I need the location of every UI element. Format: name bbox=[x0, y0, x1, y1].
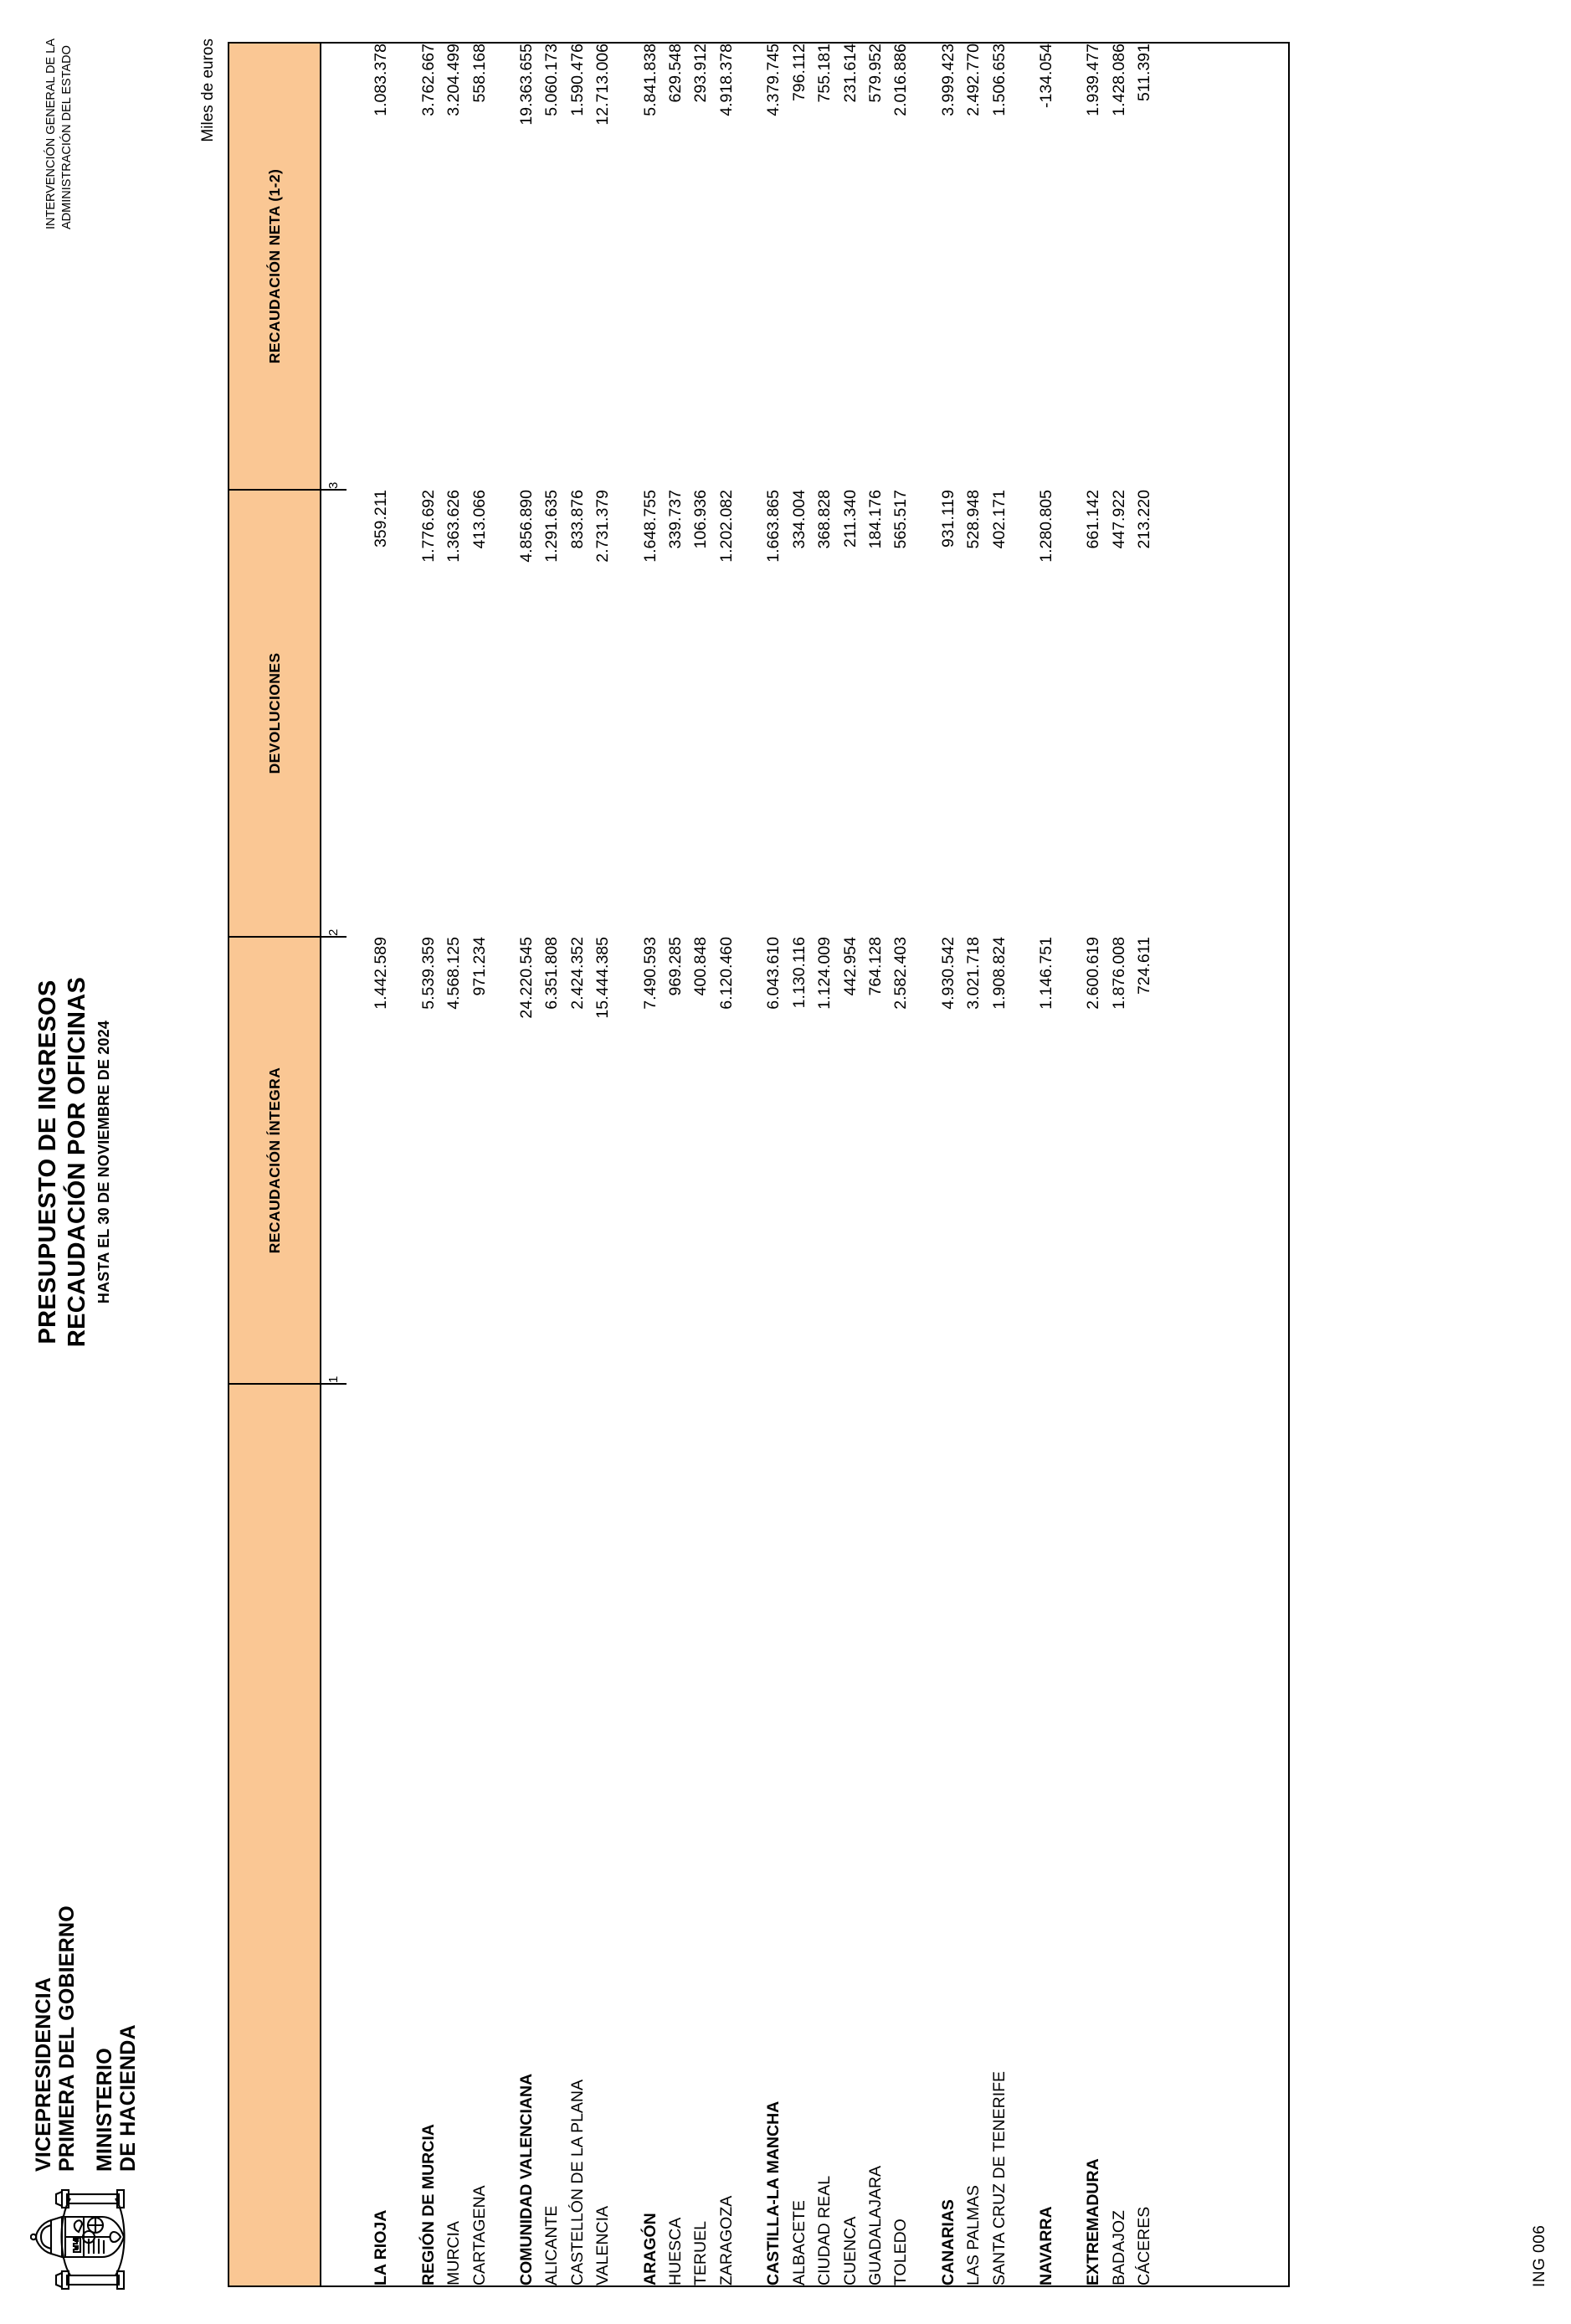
igae-line-1: INTERVENCIÓN GENERAL DE LA bbox=[44, 39, 58, 230]
row-label-office: LAS PALMAS bbox=[961, 1384, 986, 2286]
row-label-office: VALENCIA bbox=[590, 1384, 615, 2286]
cell-devoluciones: 1.776.692 bbox=[418, 490, 438, 563]
row-label-group: COMUNIDAD VALENCIANA bbox=[514, 1384, 539, 2286]
filler-cell bbox=[1245, 490, 1266, 937]
table-spacer-row bbox=[1012, 43, 1034, 2286]
spacer-num-cell bbox=[1059, 490, 1081, 937]
row-label-office: ZARAGOZA bbox=[714, 1384, 739, 2286]
spacer-label-cell bbox=[1012, 1384, 1034, 2286]
table-row bbox=[514, 43, 539, 2286]
cell-recaudacion-neta: 2.016.886 bbox=[888, 43, 913, 490]
row-label-office: TOLEDO bbox=[888, 1384, 913, 2286]
cell-recaudacion-neta: 1.083.378 bbox=[368, 43, 393, 490]
cell-recaudacion-integra: 1.442.589 bbox=[372, 937, 391, 1010]
spacer-num-cell bbox=[1012, 43, 1034, 490]
table-row bbox=[638, 43, 663, 2286]
title-recaudacion-oficinas: RECAUDACIÓN POR OFICINAS bbox=[63, 976, 90, 1348]
table-row bbox=[888, 43, 913, 2286]
spacer-num-cell bbox=[914, 937, 936, 1384]
cell-recaudacion-integra: 724.611 bbox=[1135, 937, 1154, 995]
spacer-num-cell bbox=[394, 43, 416, 490]
cell-devoluciones: 1.291.635 bbox=[542, 490, 562, 563]
filler-cell bbox=[1223, 937, 1245, 1384]
table-row bbox=[1081, 43, 1106, 2286]
cell-recaudacion-integra: 5.539.359 bbox=[418, 937, 438, 1010]
cell-recaudacion-integra: 7.490.593 bbox=[640, 937, 660, 1010]
spacer-num-cell bbox=[914, 43, 936, 490]
table-spacer-row bbox=[739, 43, 761, 2286]
table-row bbox=[787, 43, 812, 2286]
cell-recaudacion-neta: 19.363.655 bbox=[514, 43, 539, 490]
column-ref-1: 1 bbox=[321, 937, 347, 1384]
cell-devoluciones: 833.876 bbox=[567, 490, 587, 549]
row-label-group: NAVARRA bbox=[1034, 1384, 1059, 2286]
table-row bbox=[936, 43, 961, 2286]
cell-recaudacion-neta: 796.112 bbox=[787, 43, 812, 490]
cell-recaudacion-integra: 2.582.403 bbox=[891, 937, 911, 1010]
spacer-num-cell bbox=[616, 937, 638, 1384]
table-row bbox=[838, 43, 863, 2286]
igae-line-2: ADMINISTRACIÓN DEL ESTADO bbox=[59, 45, 74, 230]
filler-cell bbox=[1266, 937, 1289, 1384]
row-label-group: ARAGÓN bbox=[638, 1384, 663, 2286]
filler-cell bbox=[1223, 43, 1245, 490]
spacer-label-cell bbox=[394, 1384, 416, 2286]
spacer-num-cell bbox=[739, 43, 761, 490]
spacer-label-cell bbox=[616, 1384, 638, 2286]
org-spacer bbox=[79, 1905, 93, 2172]
spanish-coat-of-arms-icon bbox=[30, 2183, 156, 2291]
organisation-block bbox=[32, 1905, 140, 2172]
table-row bbox=[1132, 43, 1157, 2286]
table-row bbox=[987, 43, 1012, 2286]
recaudacion-table bbox=[228, 42, 1290, 2287]
table-filler-row bbox=[1223, 43, 1245, 2286]
spacer-label-cell bbox=[739, 1384, 761, 2286]
row-label-group: CANARIAS bbox=[936, 1384, 961, 2286]
filler-cell bbox=[1158, 1384, 1179, 2286]
column-ref-3: 3 bbox=[321, 43, 347, 490]
row-label-group: CASTILLA-LA MANCHA bbox=[761, 1384, 786, 2286]
cell-devoluciones: 334.004 bbox=[789, 490, 809, 549]
cell-devoluciones: 528.948 bbox=[964, 490, 983, 549]
row-label-office: CASTELLÓN DE LA PLANA bbox=[565, 1384, 590, 2286]
table-row bbox=[565, 43, 590, 2286]
table-bottom-rule bbox=[1289, 43, 1290, 2286]
row-label-group: LA RIOJA bbox=[368, 1384, 393, 2286]
row-label-group: EXTREMADURA bbox=[1081, 1384, 1106, 2286]
cell-recaudacion-neta: 1.506.653 bbox=[987, 43, 1012, 490]
column-ref-blank bbox=[321, 1384, 347, 2286]
filler-cell bbox=[1158, 490, 1179, 937]
table-filler-row bbox=[1245, 43, 1266, 2286]
cell-recaudacion-integra: 764.128 bbox=[865, 937, 885, 996]
cell-devoluciones: 1.202.082 bbox=[716, 490, 736, 563]
cell-recaudacion-integra: 2.424.352 bbox=[567, 937, 587, 1010]
row-label-office: MURCIA bbox=[441, 1384, 466, 2286]
table-row bbox=[590, 43, 615, 2286]
cell-devoluciones: 4.856.890 bbox=[517, 490, 537, 563]
cell-recaudacion-integra: 3.021.718 bbox=[964, 937, 983, 1010]
bottom-rule-cell bbox=[1289, 937, 1290, 1384]
row-label-office: ALBACETE bbox=[787, 1384, 812, 2286]
cell-recaudacion-integra: 1.876.008 bbox=[1109, 937, 1128, 1010]
row-label-office: GUADALAJARA bbox=[863, 1384, 888, 2286]
cell-recaudacion-neta: 558.168 bbox=[467, 43, 492, 490]
filler-cell bbox=[1179, 937, 1201, 1384]
row-label-office: HUESCA bbox=[663, 1384, 688, 2286]
cell-recaudacion-neta: 1.939.477 bbox=[1081, 43, 1106, 490]
row-label-office: CUENCA bbox=[838, 1384, 863, 2286]
cell-devoluciones: 931.119 bbox=[938, 490, 957, 548]
cell-recaudacion-integra: 24.220.545 bbox=[517, 937, 537, 1019]
spacer-num-cell bbox=[492, 490, 514, 937]
cell-devoluciones: 2.731.379 bbox=[593, 490, 613, 563]
cell-recaudacion-integra: 1.908.824 bbox=[989, 937, 1009, 1010]
cell-devoluciones: 1.363.626 bbox=[444, 490, 464, 563]
table-row bbox=[961, 43, 986, 2286]
cell-recaudacion-integra: 1.130.116 bbox=[789, 937, 809, 1009]
cell-recaudacion-neta: 4.379.745 bbox=[761, 43, 786, 490]
cell-recaudacion-integra: 6.120.460 bbox=[716, 937, 736, 1010]
table-row bbox=[467, 43, 492, 2286]
cell-recaudacion-integra: 1.146.751 bbox=[1036, 937, 1055, 1010]
cell-recaudacion-neta: 3.204.499 bbox=[441, 43, 466, 490]
cell-recaudacion-integra: 969.285 bbox=[666, 937, 685, 996]
table-row bbox=[1106, 43, 1132, 2286]
table-spacer-row bbox=[616, 43, 638, 2286]
footer-document-code: ING 006 bbox=[1531, 2224, 1548, 2287]
column-header-recaudacion-integra: RECAUDACIÓN ÍNTEGRA bbox=[228, 937, 321, 1384]
igae-block bbox=[44, 39, 75, 229]
spacer-label-cell bbox=[492, 1384, 514, 2286]
spacer-num-cell bbox=[347, 937, 368, 1384]
table-row bbox=[539, 43, 564, 2286]
cell-recaudacion-neta: 231.614 bbox=[838, 43, 863, 490]
table-spacer-row bbox=[492, 43, 514, 2286]
cell-recaudacion-integra: 2.600.619 bbox=[1084, 937, 1103, 1010]
cell-recaudacion-integra: 1.124.009 bbox=[815, 937, 834, 1010]
bottom-rule-cell bbox=[1289, 43, 1290, 490]
bottom-rule-cell bbox=[1289, 1384, 1290, 2286]
cell-recaudacion-neta: 3.999.423 bbox=[936, 43, 961, 490]
spacer-num-cell bbox=[347, 490, 368, 937]
cell-recaudacion-integra: 6.043.610 bbox=[764, 937, 783, 1010]
cell-recaudacion-neta: -134.054 bbox=[1034, 43, 1059, 490]
column-header-devoluciones: DEVOLUCIONES bbox=[228, 490, 321, 937]
spacer-num-cell bbox=[492, 937, 514, 1384]
filler-cell bbox=[1245, 937, 1266, 1384]
row-label-office: BADAJOZ bbox=[1106, 1384, 1132, 2286]
filler-cell bbox=[1266, 1384, 1289, 2286]
row-label-group: REGIÓN DE MURCIA bbox=[416, 1384, 441, 2286]
spacer-num-cell bbox=[394, 937, 416, 1384]
org-line-primera-gobierno: PRIMERA DEL GOBIERNO bbox=[55, 1905, 79, 2172]
spacer-num-cell bbox=[739, 490, 761, 937]
table-spacer-row bbox=[1059, 43, 1081, 2286]
cell-recaudacion-neta: 511.391 bbox=[1132, 43, 1157, 490]
cell-recaudacion-neta: 3.762.667 bbox=[416, 43, 441, 490]
table-body bbox=[321, 43, 1290, 2286]
bottom-rule-cell bbox=[1289, 490, 1290, 937]
table-row bbox=[663, 43, 688, 2286]
table-filler-row bbox=[1179, 43, 1201, 2286]
spacer-label-cell bbox=[914, 1384, 936, 2286]
column-header-blank bbox=[228, 1384, 321, 2286]
table-row bbox=[368, 43, 393, 2286]
spacer-num-cell bbox=[1012, 937, 1034, 1384]
cell-recaudacion-neta: 293.912 bbox=[688, 43, 713, 490]
spacer-num-cell bbox=[616, 43, 638, 490]
table-filler-row bbox=[1201, 43, 1223, 2286]
filler-cell bbox=[1201, 490, 1223, 937]
row-label-office: SANTA CRUZ DE TENERIFE bbox=[987, 1384, 1012, 2286]
cell-devoluciones: 661.142 bbox=[1084, 490, 1103, 549]
table-row bbox=[761, 43, 786, 2286]
cell-devoluciones: 368.828 bbox=[815, 490, 834, 549]
spacer-num-cell bbox=[616, 490, 638, 937]
cell-recaudacion-integra: 15.444.385 bbox=[593, 937, 613, 1019]
table-row bbox=[863, 43, 888, 2286]
table-row bbox=[688, 43, 713, 2286]
cell-recaudacion-integra: 442.954 bbox=[840, 937, 860, 996]
title-period: HASTA EL 30 DE NOVIEMBRE DE 2024 bbox=[95, 1020, 112, 1304]
filler-cell bbox=[1201, 1384, 1223, 2286]
filler-cell bbox=[1201, 43, 1223, 490]
cell-recaudacion-neta: 1.590.476 bbox=[565, 43, 590, 490]
filler-cell bbox=[1245, 1384, 1266, 2286]
spacer-num-cell bbox=[1059, 43, 1081, 490]
spacer-num-cell bbox=[1059, 937, 1081, 1384]
filler-cell bbox=[1158, 937, 1179, 1384]
filler-cell bbox=[1179, 490, 1201, 937]
filler-cell bbox=[1179, 1384, 1201, 2286]
cell-devoluciones: 213.220 bbox=[1135, 490, 1154, 549]
filler-cell bbox=[1201, 937, 1223, 1384]
table-row bbox=[416, 43, 441, 2286]
column-ref-2: 2 bbox=[321, 490, 347, 937]
cell-recaudacion-neta: 629.548 bbox=[663, 43, 688, 490]
cell-devoluciones: 402.171 bbox=[989, 490, 1009, 549]
cell-recaudacion-integra: 971.234 bbox=[470, 937, 489, 996]
filler-cell bbox=[1266, 490, 1289, 937]
cell-recaudacion-neta: 579.952 bbox=[863, 43, 888, 490]
table-filler-row bbox=[1158, 43, 1179, 2286]
filler-cell bbox=[1158, 43, 1179, 490]
cell-devoluciones: 211.340 bbox=[840, 490, 860, 548]
cell-recaudacion-neta: 4.918.378 bbox=[714, 43, 739, 490]
row-label-office: CIUDAD REAL bbox=[812, 1384, 837, 2286]
spacer-num-cell bbox=[492, 43, 514, 490]
filler-cell bbox=[1223, 1384, 1245, 2286]
column-reference-row bbox=[321, 43, 347, 2286]
table-header bbox=[228, 43, 321, 2286]
cell-recaudacion-neta: 5.060.173 bbox=[539, 43, 564, 490]
filler-cell bbox=[1245, 43, 1266, 490]
table-row bbox=[812, 43, 837, 2286]
cell-recaudacion-neta: 5.841.838 bbox=[638, 43, 663, 490]
cell-recaudacion-integra: 4.568.125 bbox=[444, 937, 464, 1010]
row-label-office: TERUEL bbox=[688, 1384, 713, 2286]
filler-cell bbox=[1223, 490, 1245, 937]
cell-devoluciones: 1.663.865 bbox=[764, 490, 783, 563]
cell-devoluciones: 184.176 bbox=[865, 490, 885, 549]
cell-devoluciones: 106.936 bbox=[691, 490, 711, 549]
cell-recaudacion-integra: 4.930.542 bbox=[938, 937, 957, 1010]
spacer-num-cell bbox=[394, 490, 416, 937]
spacer-label-cell bbox=[1059, 1384, 1081, 2286]
table-spacer-row bbox=[914, 43, 936, 2286]
title-presupuesto: PRESUPUESTO DE INGRESOS bbox=[34, 979, 61, 1345]
cell-devoluciones: 1.648.755 bbox=[640, 490, 660, 563]
cell-recaudacion-neta: 12.713.006 bbox=[590, 43, 615, 490]
cell-recaudacion-integra: 400.848 bbox=[691, 937, 711, 996]
spacer-num-cell bbox=[1012, 490, 1034, 937]
spacer-num-cell bbox=[739, 937, 761, 1384]
row-label-office: CARTAGENA bbox=[467, 1384, 492, 2286]
cell-recaudacion-neta: 755.181 bbox=[812, 43, 837, 490]
row-label-office: CÁCERES bbox=[1132, 1384, 1157, 2286]
table-row bbox=[441, 43, 466, 2286]
cell-recaudacion-neta: 1.428.086 bbox=[1106, 43, 1132, 490]
table-spacer-row bbox=[394, 43, 416, 2286]
cell-recaudacion-neta: 2.492.770 bbox=[961, 43, 986, 490]
column-header-recaudacion-neta: RECAUDACIÓN NETA (1-2) bbox=[228, 43, 321, 490]
table-header-row bbox=[228, 43, 321, 2286]
cell-devoluciones: 413.066 bbox=[470, 490, 489, 549]
filler-cell bbox=[1179, 43, 1201, 490]
cell-devoluciones: 1.280.805 bbox=[1036, 490, 1055, 563]
table-row bbox=[1034, 43, 1059, 2286]
table-row bbox=[714, 43, 739, 2286]
table-spacer-row bbox=[347, 43, 368, 2286]
org-line-vicepresidencia: VICEPRESIDENCIA bbox=[32, 1977, 55, 2172]
row-label-office: ALICANTE bbox=[539, 1384, 564, 2286]
org-line-hacienda: DE HACIENDA bbox=[116, 2024, 140, 2172]
cell-devoluciones: 359.211 bbox=[372, 490, 391, 548]
spacer-num-cell bbox=[914, 490, 936, 937]
table-filler-row bbox=[1266, 43, 1289, 2286]
cell-devoluciones: 565.517 bbox=[891, 490, 911, 549]
org-line-ministerio: MINISTERIO bbox=[93, 2048, 116, 2172]
cell-recaudacion-integra: 6.351.808 bbox=[542, 937, 562, 1010]
cell-devoluciones: 447.922 bbox=[1109, 490, 1128, 549]
spacer-num-cell bbox=[347, 43, 368, 490]
cell-devoluciones: 339.737 bbox=[666, 490, 685, 549]
units-label: Miles de euros bbox=[199, 39, 217, 142]
filler-cell bbox=[1266, 43, 1289, 490]
spacer-label-cell bbox=[347, 1384, 368, 2286]
